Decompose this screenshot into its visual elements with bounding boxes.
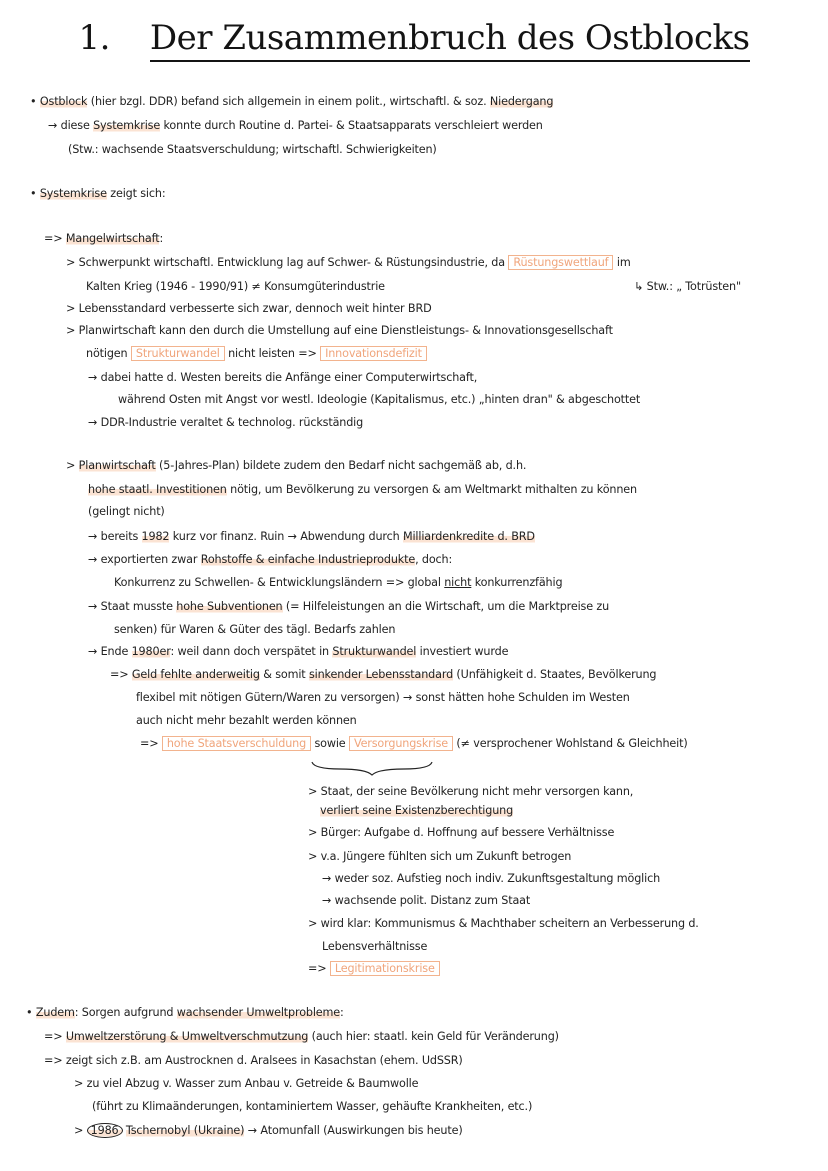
page-title <box>0 18 828 58</box>
curly-brace-icon <box>310 758 434 778</box>
note-line: => Legitimationskrise <box>308 962 440 976</box>
note-line: (Stw.: wachsende Staatsverschuldung; wirtschaftl. Schwierigkeiten) <box>68 143 437 156</box>
title-number: 1. <box>78 18 110 58</box>
note-line: flexibel mit nötigen Gütern/Waren zu versorgen) → sonst hätten hohe Schulden im Westen <box>136 691 630 704</box>
circled-year: 1986 <box>87 1123 123 1138</box>
note-line: > Staat, der seine Bevölkerung nicht mehr versorgen kann, <box>308 785 634 798</box>
note-line: => Umweltzerstörung & Umweltverschmutzung (auch hier: staatl. kein Geld für Veränderung) <box>44 1030 559 1043</box>
note-line: → exportierten zwar Rohstoffe & einfache Industrieprodukte, doch: <box>88 553 453 566</box>
note-line: > v.a. Jüngere fühlten sich um Zukunft betrogen <box>308 850 572 863</box>
note-line: ↳ Stw.: „ Totrüsten" <box>634 280 741 293</box>
note-line: > Schwerpunkt wirtschaftl. Entwicklung lag auf Schwer- & Rüstungsindustrie, da Rüstungswettlauf im <box>66 256 631 269</box>
note-line: → Staat musste hohe Subventionen (= Hilfeleistungen an die Wirtschaft, um die Marktpreise zu <box>88 600 610 613</box>
keyword-box: Strukturwandel <box>131 346 225 361</box>
note-line: => hohe Staatsverschuldung sowie Versorgungskrise (≠ versprochener Wohlstand & Gleichheit) <box>140 737 688 750</box>
note-line: → bereits 1982 kurz vor finanz. Ruin → Abwendung durch Milliardenkredite d. BRD <box>88 530 535 543</box>
note-line: senken) für Waren & Güter des tägl. Bedarfs zahlen <box>114 623 396 636</box>
note-line: > 1986 Tschernobyl (Ukraine) → Atomunfall (Auswirkungen bis heute) <box>74 1124 463 1137</box>
keyword-box: Rüstungswettlauf <box>508 255 613 270</box>
note-line: • Systemkrise zeigt sich: <box>30 187 166 200</box>
note-line: → diese Systemkrise konnte durch Routine d. Partei- & Staatsapparats verschleiert werden <box>48 119 543 132</box>
note-line: (führt zu Klimaänderungen, kontaminiertem Wasser, gehäufte Krankheiten, etc.) <box>92 1100 533 1113</box>
note-line: • Zudem: Sorgen aufgrund wachsender Umweltprobleme: <box>26 1006 344 1019</box>
note-line: → dabei hatte d. Westen bereits die Anfänge einer Computerwirtschaft, <box>88 371 478 384</box>
note-line: verliert seine Existenzberechtigung <box>320 804 514 817</box>
note-line: nötigen Strukturwandel nicht leisten => Innovationsdefizit <box>86 347 427 361</box>
note-line: > wird klar: Kommunismus & Machthaber scheitern an Verbesserung d. <box>308 917 699 930</box>
note-line: • Ostblock (hier bzgl. DDR) befand sich allgemein in einem polit., wirtschaftl. & soz. Niedergang <box>30 95 554 108</box>
keyword-box: hohe Staatsverschuldung <box>162 736 311 751</box>
note-line: => zeigt sich z.B. am Austrocknen d. Aralsees in Kasachstan (ehem. UdSSR) <box>44 1054 463 1067</box>
keyword-box: Legitimationskrise <box>330 961 440 976</box>
note-line: Konkurrenz zu Schwellen- & Entwicklungsländern => global nicht konkurrenzfähig <box>114 576 563 589</box>
note-line: => Geld fehlte anderweitig & somit sinkender Lebensstandard (Unfähigkeit d. Staates, Bevölkerung <box>110 668 657 681</box>
note-line: während Osten mit Angst vor westl. Ideologie (Kapitalismus, etc.) „hinten dran" & abgeschottet <box>118 393 641 406</box>
note-line: → DDR-Industrie veraltet & technolog. rückständig <box>88 416 364 429</box>
note-line: > Planwirtschaft (5-Jahres-Plan) bildete zudem den Bedarf nicht sachgemäß ab, d.h. <box>66 459 527 472</box>
keyword-box: Innovationsdefizit <box>320 346 427 361</box>
note-line: → weder soz. Aufstieg noch indiv. Zukunftsgestaltung möglich <box>322 872 661 885</box>
title-text: Der Zusammenbruch des Ostblocks <box>150 18 750 62</box>
note-line: > Planwirtschaft kann den durch die Umstellung auf eine Dienstleistungs- & Innovationsgesellschaft <box>66 324 613 337</box>
note-line: (gelingt nicht) <box>88 505 165 518</box>
note-line: auch nicht mehr bezahlt werden können <box>136 714 357 727</box>
note-line: => Mangelwirtschaft: <box>44 232 164 245</box>
keyword-box: Versorgungskrise <box>349 736 453 751</box>
note-line: → Ende 1980er: weil dann doch verspätet in Strukturwandel investiert wurde <box>88 645 509 658</box>
note-line: > Bürger: Aufgabe d. Hoffnung auf bessere Verhältnisse <box>308 826 615 839</box>
note-line: > zu viel Abzug v. Wasser zum Anbau v. Getreide & Baumwolle <box>74 1077 419 1090</box>
note-line: hohe staatl. Investitionen nötig, um Bevölkerung zu versorgen & am Weltmarkt mithalten zu können <box>88 483 637 496</box>
note-line: > Lebensstandard verbesserte sich zwar, dennoch weit hinter BRD <box>66 302 432 315</box>
note-line: Kalten Krieg (1946 - 1990/91) ≠ Konsumgüterindustrie <box>86 280 385 293</box>
note-line: → wachsende polit. Distanz zum Staat <box>322 894 531 907</box>
note-line: Lebensverhältnisse <box>322 940 428 953</box>
